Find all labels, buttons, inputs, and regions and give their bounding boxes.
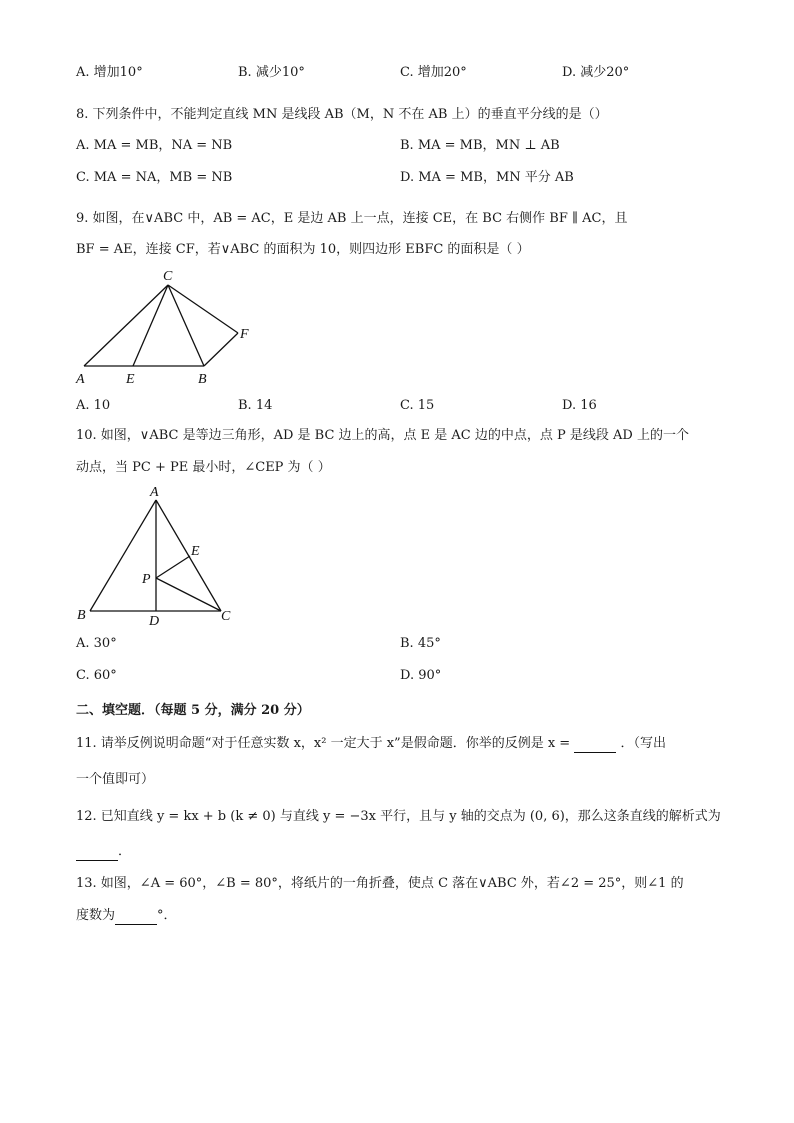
q12-answer-blank[interactable] <box>76 846 118 861</box>
q10-label-c: C <box>221 609 231 624</box>
q7-option-a: A. 增加10° <box>76 65 143 80</box>
q9-segment-ac <box>84 285 168 366</box>
q11-stem-line1 <box>76 735 666 753</box>
q13-stem-text: 度数为 <box>76 908 116 923</box>
q10-figure <box>70 482 250 628</box>
q8-option-a: A. MA = MB，NA = NB <box>76 138 233 153</box>
q9-stem-line1: 9. 如图，在∨ABC 中，AB = AC，E 是边 AB 上一点，连接 CE，在 BC 右侧作 BF ∥ AC，且 <box>76 211 628 226</box>
q10-label-b: B <box>77 608 86 623</box>
q9-label-c: C <box>163 269 173 284</box>
q9-stem-line2: BF = AE，连接 CF，若∨ABC 的面积为 10，则四边形 EBFC 的面积是（ ） <box>76 242 530 257</box>
q7-option-d: D. 减少20° <box>562 65 630 80</box>
q11-stem-line2: 一个值即可） <box>76 772 155 787</box>
q11-stem-text: 11. 请举反例说明命题“对于任意实数 x，x² 一定大于 x”是假命题．你举的反例是 x = <box>76 736 571 751</box>
q9-option-d: D. 16 <box>562 398 597 413</box>
q10-stem-line2: 动点，当 PC + PE 最小时，∠CEP 为（ ） <box>76 460 331 475</box>
q10-label-d: D <box>149 614 160 628</box>
q10-option-c: C. 60° <box>76 668 117 683</box>
q10-label-p: P <box>142 572 151 587</box>
q9-label-a: A <box>76 372 85 387</box>
q10-segment-ab <box>90 500 156 611</box>
q10-segment-pe <box>156 556 190 578</box>
q10-option-b: B. 45° <box>400 636 441 651</box>
q13-stem-line2 <box>76 907 177 925</box>
q8-option-c: C. MA = NA，MB = NB <box>76 170 233 185</box>
q8-option-b: B. MA = MB，MN ⊥ AB <box>400 138 560 153</box>
q10-option-d: D. 90° <box>400 668 442 683</box>
q13-stem-line1: 13. 如图，∠A = 60°，∠B = 80°，将纸片的一角折叠，使点 C 落在∨ABC 外，若∠2 = 25°，则∠1 的 <box>76 876 684 891</box>
q9-option-c: C. 15 <box>400 398 435 413</box>
q9-label-b: B <box>198 372 207 387</box>
q8-stem: 8. 下列条件中，不能判定直线 MN 是线段 AB（M，N 不在 AB 上）的垂直平分线的是（） <box>76 107 608 122</box>
q13-answer-blank[interactable] <box>115 910 157 925</box>
q7-option-b: B. 减少10° <box>238 65 305 80</box>
q10-label-a: A <box>150 485 159 500</box>
q13-stem-suffix: °． <box>157 908 177 923</box>
q9-option-b: B. 14 <box>238 398 273 413</box>
q9-option-a: A. 10 <box>76 398 111 413</box>
q11-answer-blank[interactable] <box>574 738 616 753</box>
q12-stem-line2 <box>76 843 131 861</box>
q10-label-e: E <box>191 544 200 559</box>
q9-figure <box>70 266 270 390</box>
q10-option-a: A. 30° <box>76 636 117 651</box>
q8-option-d: D. MA = MB，MN 平分 AB <box>400 170 574 185</box>
q9-segment-bf <box>204 333 238 366</box>
q10-stem-line1: 10. 如图，∨ABC 是等边三角形，AD 是 BC 边上的高，点 E 是 AC 边的中点，点 P 是线段 AD 上的一个 <box>76 428 689 443</box>
q11-stem-suffix: ．（写出 <box>620 736 666 751</box>
q9-label-f: F <box>240 327 249 342</box>
q7-option-c: C. 增加20° <box>400 65 467 80</box>
section-title: 二、填空题．（每题 5 分，满分 20 分） <box>76 703 310 718</box>
q9-segment-ce <box>133 285 168 366</box>
q12-stem-line1: 12. 已知直线 y = kx + b (k ≠ 0) 与直线 y = −3x 平行，且与 y 轴的交点为 (0, 6)，那么这条直线的解析式为 <box>76 809 721 824</box>
q12-stem-end: ． <box>118 844 132 859</box>
q9-label-e: E <box>126 372 135 387</box>
